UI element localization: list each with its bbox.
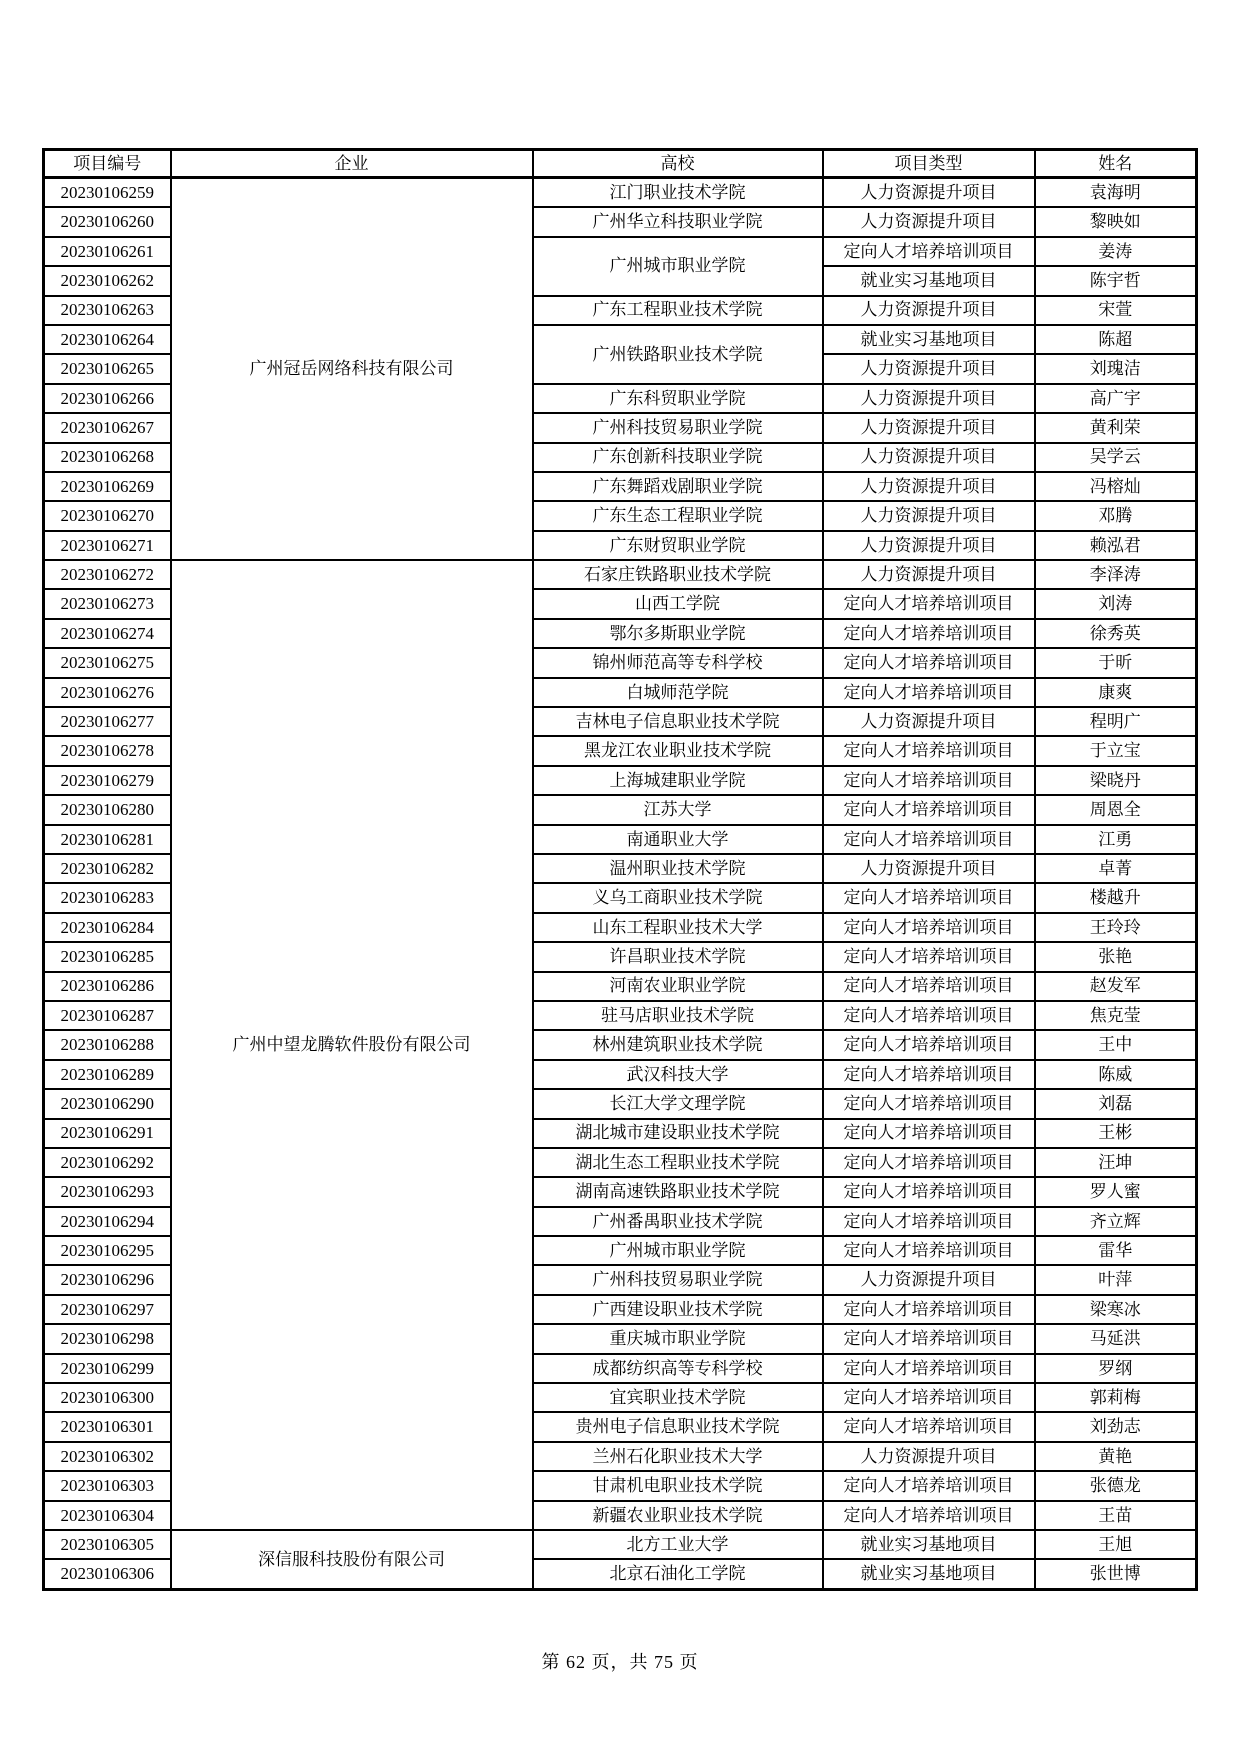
cell-school: 广州科技贸易职业学院 <box>533 1265 823 1294</box>
cell-project-id: 20230106287 <box>44 1001 171 1030</box>
cell-school: 广州华立科技职业学院 <box>533 207 823 236</box>
cell-enterprise: 深信服科技股份有限公司 <box>171 1530 533 1589</box>
cell-school: 南通职业大学 <box>533 825 823 854</box>
cell-project-type: 定向人才培养培训项目 <box>823 1148 1035 1177</box>
cell-project-id: 20230106275 <box>44 648 171 677</box>
cell-project-id: 20230106299 <box>44 1354 171 1383</box>
cell-project-type: 定向人才培养培训项目 <box>823 1030 1035 1059</box>
cell-project-id: 20230106271 <box>44 531 171 560</box>
cell-project-type: 定向人才培养培训项目 <box>823 1383 1035 1412</box>
cell-project-id: 20230106260 <box>44 207 171 236</box>
cell-project-id: 20230106296 <box>44 1265 171 1294</box>
cell-project-id: 20230106304 <box>44 1501 171 1530</box>
cell-person-name: 刘瑰洁 <box>1035 354 1197 383</box>
cell-school: 湖北生态工程职业技术学院 <box>533 1148 823 1177</box>
cell-project-type: 人力资源提升项目 <box>823 472 1035 501</box>
cell-school: 山西工学院 <box>533 589 823 618</box>
cell-project-id: 20230106269 <box>44 472 171 501</box>
cell-project-type: 人力资源提升项目 <box>823 178 1035 208</box>
cell-school: 温州职业技术学院 <box>533 854 823 883</box>
table-row <box>44 1530 1197 1559</box>
cell-school: 许昌职业技术学院 <box>533 942 823 971</box>
cell-project-id: 20230106283 <box>44 883 171 912</box>
table-row <box>44 560 1197 589</box>
cell-school: 上海城建职业学院 <box>533 766 823 795</box>
cell-project-type: 定向人才培养培训项目 <box>823 1471 1035 1500</box>
column-header-school: 高校 <box>533 150 823 178</box>
cell-project-id: 20230106263 <box>44 296 171 325</box>
cell-school: 石家庄铁路职业技术学院 <box>533 560 823 589</box>
cell-school: 宜宾职业技术学院 <box>533 1383 823 1412</box>
table-row <box>44 178 1197 208</box>
cell-project-id: 20230106284 <box>44 913 171 942</box>
cell-project-id: 20230106293 <box>44 1177 171 1206</box>
cell-person-name: 黄利荣 <box>1035 413 1197 442</box>
cell-project-id: 20230106267 <box>44 413 171 442</box>
cell-project-id: 20230106264 <box>44 325 171 354</box>
cell-project-id: 20230106265 <box>44 354 171 383</box>
cell-project-type: 定向人才培养培训项目 <box>823 678 1035 707</box>
cell-person-name: 徐秀英 <box>1035 619 1197 648</box>
cell-project-id: 20230106291 <box>44 1119 171 1148</box>
cell-project-type: 定向人才培养培训项目 <box>823 913 1035 942</box>
cell-project-type: 定向人才培养培训项目 <box>823 1236 1035 1265</box>
cell-project-id: 20230106290 <box>44 1089 171 1118</box>
cell-person-name: 赵发军 <box>1035 972 1197 1001</box>
cell-project-id: 20230106282 <box>44 854 171 883</box>
cell-project-type: 定向人才培养培训项目 <box>823 1412 1035 1441</box>
projects-table <box>42 148 1198 1591</box>
cell-project-type: 定向人才培养培训项目 <box>823 237 1035 266</box>
cell-school: 广东舞蹈戏剧职业学院 <box>533 472 823 501</box>
cell-enterprise: 广州中望龙腾软件股份有限公司 <box>171 560 533 1530</box>
cell-project-type: 定向人才培养培训项目 <box>823 1354 1035 1383</box>
cell-school: 驻马店职业技术学院 <box>533 1001 823 1030</box>
cell-project-id: 20230106278 <box>44 736 171 765</box>
cell-school: 林州建筑职业技术学院 <box>533 1030 823 1059</box>
cell-project-type: 定向人才培养培训项目 <box>823 619 1035 648</box>
cell-school: 广东生态工程职业学院 <box>533 501 823 530</box>
cell-school: 成都纺织高等专科学校 <box>533 1354 823 1383</box>
cell-person-name: 于立宝 <box>1035 736 1197 765</box>
cell-school: 江门职业技术学院 <box>533 178 823 208</box>
cell-person-name: 楼越升 <box>1035 883 1197 912</box>
cell-person-name: 王彬 <box>1035 1119 1197 1148</box>
cell-project-type: 定向人才培养培训项目 <box>823 1501 1035 1530</box>
cell-project-type: 定向人才培养培训项目 <box>823 1324 1035 1353</box>
cell-school: 贵州电子信息职业技术学院 <box>533 1412 823 1441</box>
cell-school: 山东工程职业技术大学 <box>533 913 823 942</box>
cell-school: 吉林电子信息职业技术学院 <box>533 707 823 736</box>
column-header-project-id: 项目编号 <box>44 150 171 178</box>
cell-person-name: 陈宇哲 <box>1035 266 1197 295</box>
cell-person-name: 周恩全 <box>1035 795 1197 824</box>
cell-person-name: 刘涛 <box>1035 589 1197 618</box>
cell-school: 广东工程职业技术学院 <box>533 296 823 325</box>
cell-project-type: 人力资源提升项目 <box>823 1265 1035 1294</box>
cell-person-name: 程明广 <box>1035 707 1197 736</box>
cell-project-id: 20230106305 <box>44 1530 171 1559</box>
cell-person-name: 陈威 <box>1035 1060 1197 1089</box>
cell-project-type: 定向人才培养培训项目 <box>823 942 1035 971</box>
cell-school: 湖南高速铁路职业技术学院 <box>533 1177 823 1206</box>
cell-person-name: 康爽 <box>1035 678 1197 707</box>
cell-school: 甘肃机电职业技术学院 <box>533 1471 823 1500</box>
cell-project-id: 20230106295 <box>44 1236 171 1265</box>
cell-project-id: 20230106280 <box>44 795 171 824</box>
cell-project-type: 人力资源提升项目 <box>823 560 1035 589</box>
cell-school: 鄂尔多斯职业学院 <box>533 619 823 648</box>
cell-school: 广东创新科技职业学院 <box>533 443 823 472</box>
cell-project-id: 20230106274 <box>44 619 171 648</box>
cell-person-name: 刘劲志 <box>1035 1412 1197 1441</box>
cell-school: 新疆农业职业技术学院 <box>533 1501 823 1530</box>
cell-person-name: 张艳 <box>1035 942 1197 971</box>
cell-project-id: 20230106281 <box>44 825 171 854</box>
cell-project-type: 定向人才培养培训项目 <box>823 1001 1035 1030</box>
cell-person-name: 黎映如 <box>1035 207 1197 236</box>
cell-school: 义乌工商职业技术学院 <box>533 883 823 912</box>
cell-project-id: 20230106268 <box>44 443 171 472</box>
cell-project-type: 人力资源提升项目 <box>823 413 1035 442</box>
cell-project-id: 20230106266 <box>44 384 171 413</box>
cell-school: 北方工业大学 <box>533 1530 823 1559</box>
cell-project-type: 定向人才培养培训项目 <box>823 1295 1035 1324</box>
cell-project-type: 定向人才培养培训项目 <box>823 795 1035 824</box>
cell-project-id: 20230106301 <box>44 1412 171 1441</box>
cell-project-id: 20230106279 <box>44 766 171 795</box>
cell-person-name: 汪坤 <box>1035 1148 1197 1177</box>
cell-person-name: 高广宇 <box>1035 384 1197 413</box>
cell-school: 白城师范学院 <box>533 678 823 707</box>
cell-school: 河南农业职业学院 <box>533 972 823 1001</box>
cell-project-id: 20230106273 <box>44 589 171 618</box>
cell-project-id: 20230106259 <box>44 178 171 208</box>
cell-person-name: 邓腾 <box>1035 501 1197 530</box>
cell-person-name: 张德龙 <box>1035 1471 1197 1500</box>
cell-person-name: 齐立辉 <box>1035 1207 1197 1236</box>
cell-project-id: 20230106297 <box>44 1295 171 1324</box>
cell-person-name: 王中 <box>1035 1030 1197 1059</box>
cell-project-type: 定向人才培养培训项目 <box>823 1177 1035 1206</box>
cell-project-type: 定向人才培养培训项目 <box>823 736 1035 765</box>
cell-project-type: 就业实习基地项目 <box>823 1559 1035 1589</box>
cell-person-name: 姜涛 <box>1035 237 1197 266</box>
cell-project-id: 20230106294 <box>44 1207 171 1236</box>
cell-project-type: 定向人才培养培训项目 <box>823 972 1035 1001</box>
cell-project-type: 定向人才培养培训项目 <box>823 1060 1035 1089</box>
cell-school: 广西建设职业技术学院 <box>533 1295 823 1324</box>
cell-project-id: 20230106289 <box>44 1060 171 1089</box>
cell-project-id: 20230106302 <box>44 1442 171 1471</box>
cell-person-name: 赖泓君 <box>1035 531 1197 560</box>
cell-school: 广州城市职业学院 <box>533 237 823 296</box>
cell-project-id: 20230106285 <box>44 942 171 971</box>
cell-project-type: 人力资源提升项目 <box>823 354 1035 383</box>
cell-school: 长江大学文理学院 <box>533 1089 823 1118</box>
cell-project-id: 20230106272 <box>44 560 171 589</box>
cell-person-name: 王玲玲 <box>1035 913 1197 942</box>
cell-project-type: 人力资源提升项目 <box>823 296 1035 325</box>
cell-project-id: 20230106277 <box>44 707 171 736</box>
cell-project-id: 20230106276 <box>44 678 171 707</box>
cell-project-id: 20230106261 <box>44 237 171 266</box>
column-header-person-name: 姓名 <box>1035 150 1197 178</box>
cell-person-name: 雷华 <box>1035 1236 1197 1265</box>
cell-project-type: 定向人才培养培训项目 <box>823 589 1035 618</box>
cell-project-type: 定向人才培养培训项目 <box>823 1207 1035 1236</box>
cell-project-type: 人力资源提升项目 <box>823 1442 1035 1471</box>
cell-person-name: 叶萍 <box>1035 1265 1197 1294</box>
cell-person-name: 吴学云 <box>1035 443 1197 472</box>
cell-project-id: 20230106292 <box>44 1148 171 1177</box>
cell-project-id: 20230106306 <box>44 1559 171 1589</box>
page-number-footer: 第 62 页，共 75 页 <box>541 1652 699 1672</box>
cell-person-name: 黄艳 <box>1035 1442 1197 1471</box>
cell-project-id: 20230106303 <box>44 1471 171 1500</box>
cell-project-type: 人力资源提升项目 <box>823 501 1035 530</box>
cell-school: 广东财贸职业学院 <box>533 531 823 560</box>
cell-project-type: 定向人才培养培训项目 <box>823 883 1035 912</box>
cell-person-name: 梁晓丹 <box>1035 766 1197 795</box>
cell-person-name: 袁海明 <box>1035 178 1197 208</box>
cell-project-id: 20230106300 <box>44 1383 171 1412</box>
cell-person-name: 罗人蜜 <box>1035 1177 1197 1206</box>
cell-person-name: 于昕 <box>1035 648 1197 677</box>
cell-project-id: 20230106262 <box>44 266 171 295</box>
cell-school: 锦州师范高等专科学校 <box>533 648 823 677</box>
cell-school: 武汉科技大学 <box>533 1060 823 1089</box>
cell-school: 江苏大学 <box>533 795 823 824</box>
cell-school: 黑龙江农业职业技术学院 <box>533 736 823 765</box>
cell-enterprise: 广州冠岳网络科技有限公司 <box>171 178 533 561</box>
cell-project-type: 定向人才培养培训项目 <box>823 1119 1035 1148</box>
cell-project-type: 定向人才培养培训项目 <box>823 1089 1035 1118</box>
cell-school: 湖北城市建设职业技术学院 <box>533 1119 823 1148</box>
cell-person-name: 梁寒冰 <box>1035 1295 1197 1324</box>
cell-project-id: 20230106298 <box>44 1324 171 1353</box>
cell-school: 重庆城市职业学院 <box>533 1324 823 1353</box>
cell-school: 广州番禺职业技术学院 <box>533 1207 823 1236</box>
cell-person-name: 马延洪 <box>1035 1324 1197 1353</box>
cell-school: 广州铁路职业技术学院 <box>533 325 823 384</box>
cell-person-name: 陈超 <box>1035 325 1197 354</box>
column-header-project-type: 项目类型 <box>823 150 1035 178</box>
cell-person-name: 焦克莹 <box>1035 1001 1197 1030</box>
cell-project-type: 人力资源提升项目 <box>823 854 1035 883</box>
cell-project-type: 定向人才培养培训项目 <box>823 766 1035 795</box>
cell-project-type: 人力资源提升项目 <box>823 207 1035 236</box>
cell-project-type: 人力资源提升项目 <box>823 384 1035 413</box>
cell-person-name: 王旭 <box>1035 1530 1197 1559</box>
cell-person-name: 刘磊 <box>1035 1089 1197 1118</box>
cell-person-name: 张世博 <box>1035 1559 1197 1589</box>
cell-person-name: 冯榕灿 <box>1035 472 1197 501</box>
cell-project-id: 20230106286 <box>44 972 171 1001</box>
cell-project-type: 人力资源提升项目 <box>823 443 1035 472</box>
cell-person-name: 李泽涛 <box>1035 560 1197 589</box>
cell-person-name: 宋萱 <box>1035 296 1197 325</box>
cell-project-type: 定向人才培养培训项目 <box>823 825 1035 854</box>
cell-school: 北京石油化工学院 <box>533 1559 823 1589</box>
cell-project-type: 就业实习基地项目 <box>823 266 1035 295</box>
column-header-enterprise: 企业 <box>171 150 533 178</box>
cell-project-id: 20230106288 <box>44 1030 171 1059</box>
cell-person-name: 郭莉梅 <box>1035 1383 1197 1412</box>
cell-school: 广州城市职业学院 <box>533 1236 823 1265</box>
table-header-row <box>44 150 1197 178</box>
cell-person-name: 江勇 <box>1035 825 1197 854</box>
cell-project-id: 20230106270 <box>44 501 171 530</box>
cell-school: 广州科技贸易职业学院 <box>533 413 823 442</box>
cell-person-name: 王苗 <box>1035 1501 1197 1530</box>
cell-person-name: 卓菁 <box>1035 854 1197 883</box>
cell-project-type: 人力资源提升项目 <box>823 707 1035 736</box>
cell-project-type: 定向人才培养培训项目 <box>823 648 1035 677</box>
cell-school: 广东科贸职业学院 <box>533 384 823 413</box>
cell-school: 兰州石化职业技术大学 <box>533 1442 823 1471</box>
cell-project-type: 就业实习基地项目 <box>823 1530 1035 1559</box>
cell-project-type: 就业实习基地项目 <box>823 325 1035 354</box>
cell-person-name: 罗纲 <box>1035 1354 1197 1383</box>
cell-project-type: 人力资源提升项目 <box>823 531 1035 560</box>
